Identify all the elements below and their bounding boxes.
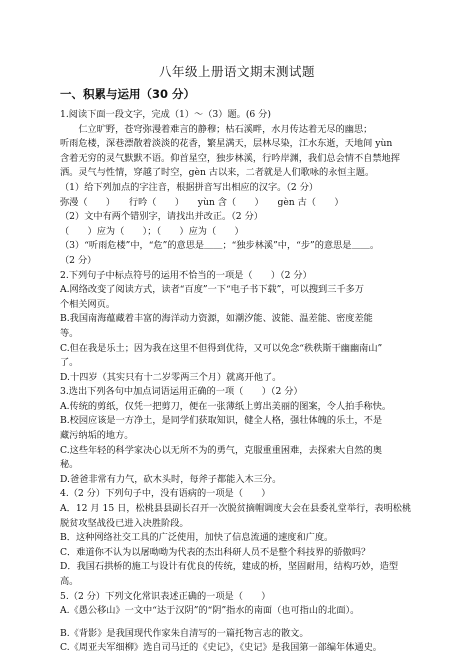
text-line: C.《周亚夫军细柳》选自司马迁的《史记》，《史记》是我国第一部编年体通史。 (60, 642, 382, 654)
text-line: D.爸爸非常有力气，砍木头时，每斧子都能入木三分。 (60, 473, 282, 485)
text-line: 秘。 (60, 459, 79, 471)
text-line: 高。 (60, 576, 79, 587)
text-line: A.传统的剪纸，仅凭一把剪刀，便在一张薄纸上剪出美丽的图案，令人拍手称快。 (60, 400, 392, 412)
text-line: （2）文中有两个错别字，请找出并改正。（2 分） (60, 211, 263, 223)
blank-line (60, 619, 420, 627)
text-line: A.《愚公移山》一文中“达于汉阴”的“阴”指水的南面（也可指山的北面）。 (60, 605, 360, 617)
text-line: B．这种网络社交工具的广泛使用，加快了信息流通的速度和广度。 (60, 532, 334, 544)
text-line: 个相关网页。 (60, 298, 116, 310)
text-line: B.我国南海蕴藏着丰富的海洋动力资源，如潮汐能、波能、温差能、密度差能 (60, 313, 373, 325)
question-body (60, 108, 420, 656)
text-line: C．难道你不认为以屠呦呦为代表的杰出科研人员不是整个科技界的骄傲吗？ (60, 546, 371, 558)
text-line: B.《背影》是我国现代作家朱自清写的一篇托物言志的散文。 (60, 627, 309, 639)
text-line: 3.选出下列各句中加点词语运用正确的一项（ ）（2 分） (60, 386, 303, 398)
text-line: 了。 (60, 357, 79, 369)
text-line: 仁立旷野，苍穹弥漫着难言的静穆；枯石溪畔，水月传达着无尽的幽思； (60, 123, 373, 135)
text-line: 洒。灵气与性情，穿越了时空，gèn 古以来，二者就是人们歌咏的永恒主题。 (60, 167, 375, 179)
text-line: 弥漫（ ） 行吟（ ） yùn 含（ ） gèn 古（ ） (60, 196, 344, 208)
text-line: 5.（2 分）下列文化常识表述正确的一项是（ ） (60, 590, 271, 602)
section-heading: 一、积累与运用（30 分） (60, 87, 196, 101)
text-line: D.十四岁（其实只有十二岁零两三个月）就离开他了。 (60, 371, 282, 383)
text-line: 4.（2 分）下列句子中，没有语病的一项是（ ） (60, 488, 271, 500)
text-line: B.校园应该是一方净土，是同学们获取知识，健全人格，强壮体魄的乐土，不是 (60, 415, 383, 427)
text-line: A.网络改变了阅读方式，读者“百度”一下“电子书下载”，可以搜到三千多万 (60, 284, 364, 296)
text-line: 听雨危楼，深巷漂散着淡淡的花香，繁星满天，层林尽染，江水东逝，天地间 yùn (60, 138, 393, 150)
text-line: C.但在我是乐土；因为我在这里不但得到优待，又可以免念“秩秩斯干幽幽南山” (60, 342, 383, 354)
text-line: C.这些年轻的科学家决心以无所不为的勇气，克服重重困难，去探索大自然的奥 (60, 444, 382, 456)
text-line: A．12 月 15 日，松桃县县副长召开一次脱贫摘帽调度大会在县委礼堂举行，表明松桃 (60, 503, 412, 515)
text-line: （ ）应为（ ）；（ ）应为（ ） (60, 225, 244, 237)
text-line: 含着无穷的灵气默默不语。仰首星空，独步林溪，行吟岸渊，我们总会情不自禁地挥 (60, 152, 400, 164)
text-line: 脱贫攻坚战役已进入决胜阶段。 (60, 517, 189, 529)
text-line: （3）“听雨危楼”中，“危”的意思是＿＿；“独步林溪”中，“步”的意思是＿＿。 (60, 240, 380, 252)
text-line: D．我国石拱桥的施工与设计有优良的传统，建成的桥，坚固耐用，结构巧妙，造型 (60, 561, 399, 573)
text-line: 2.下列句子中标点符号的运用不恰当的一项是（ ）（2 分） (60, 269, 312, 281)
text-line: 等。 (60, 327, 79, 339)
text-line: （1）给下列加点的字注音，根据拼音写出相应的汉字。（2 分） (60, 181, 319, 193)
text-line: 藏污纳垢的地方。 (60, 430, 134, 442)
text-line: 1.阅读下面一段文字，完成（1）～（3）题。(6 分) (60, 109, 271, 120)
exam-title: 八年级上册语文期末测试题 (158, 64, 315, 79)
text-line: （2 分） (60, 254, 97, 266)
